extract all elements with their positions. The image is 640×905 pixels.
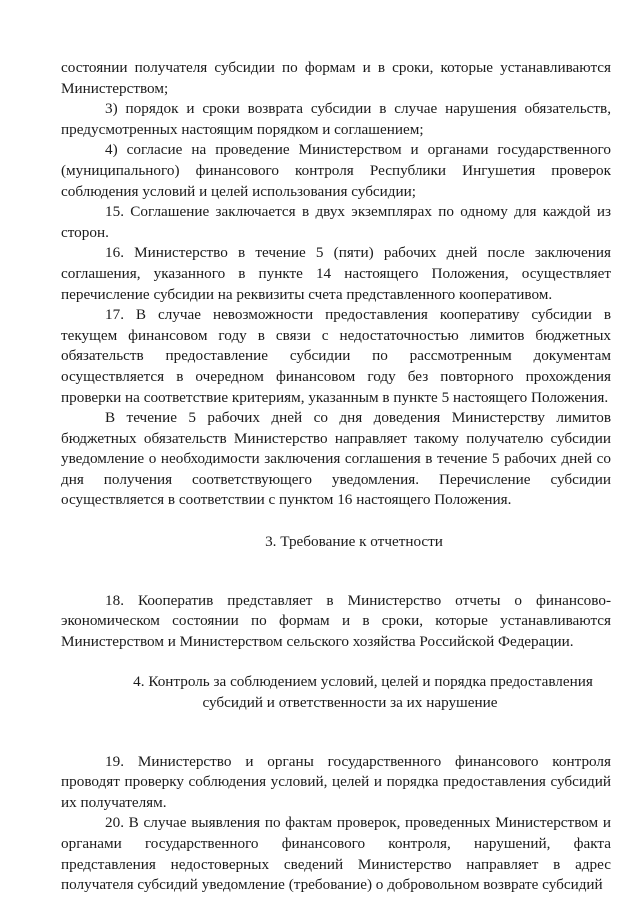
paragraph-17-continued: В течение 5 рабочих дней со дня доведения Министерству лимитов бюджетных обязательств Министерство направляет такому получателю субсидии уведомление о необходимости заключения соглашения в течение 5 рабочих дней со дня получения соответствующего уведомления. Перечисление субсидии осуществляется в соответствии с пунктом 16 настоящего Положения. <box>61 409 611 509</box>
paragraph-item-4: 4) согласие на проведение Министерством и органами государственного (муниципального) финансового контроля Республики Ингушетия проверок соблюдения условий и целей использования субсидии; <box>61 141 611 200</box>
paragraph-17: 17. В случае невозможности предоставления кооперативу субсидии в текущем финансовом году в связи с недостаточностью лимитов бюджетных обязательств предоставление субсидии по рассмотренным документам осуществляется в очередном финансовом году без повторного прохождения проверки на соответствие критериям, указанным в пункте 5 настоящего Положения. <box>61 306 611 406</box>
section-4-heading <box>61 672 611 713</box>
paragraph-20: 20. В случае выявления по фактам проверок, проведенных Министерством и органами государственного финансового контроля, нарушений, факта представления недостоверных сведений Министерство направляет в адрес получателя субсидий уведомление (требование) о добровольном возврате субсидий <box>61 814 611 894</box>
paragraph-16: 16. Министерство в течение 5 (пяти) рабочих дней после заключения соглашения, указанного в пункте 14 настоящего Положения, осуществляет перечисление субсидии на реквизиты счета представленного кооперативом. <box>61 244 611 303</box>
section-4-heading-line-2: субсидий и ответственности за их нарушение <box>202 694 498 712</box>
paragraph-19: 19. Министерство и органы государственного финансового контроля проводят проверку соблюдения условий, целей и порядка предоставления субсидий их получателям. <box>61 752 611 811</box>
document-body <box>61 58 611 896</box>
paragraph-15: 15. Соглашение заключается в двух экземплярах по одному для каждой из сторон. <box>61 203 611 241</box>
section-3-heading: 3. Требование к отчетности <box>265 533 443 551</box>
section-4-heading-line-1: 4. Контроль за соблюдением условий, целей и порядка предоставления <box>133 673 593 691</box>
paragraph-18: 18. Кооператив представляет в Министерство отчеты о финансово-экономическом состоянии по формам и в сроки, которые устанавливаются Министерством и Министерством сельского хозяйства Российской Федерации. <box>61 591 611 650</box>
paragraph-item-3: 3) порядок и сроки возврата субсидии в случае нарушения обязательств, предусмотренных настоящим порядком и соглашением; <box>61 100 611 138</box>
paragraph-continuation: состоянии получателя субсидии по формам и в сроки, которые устанавливаются Министерством; <box>61 59 611 97</box>
